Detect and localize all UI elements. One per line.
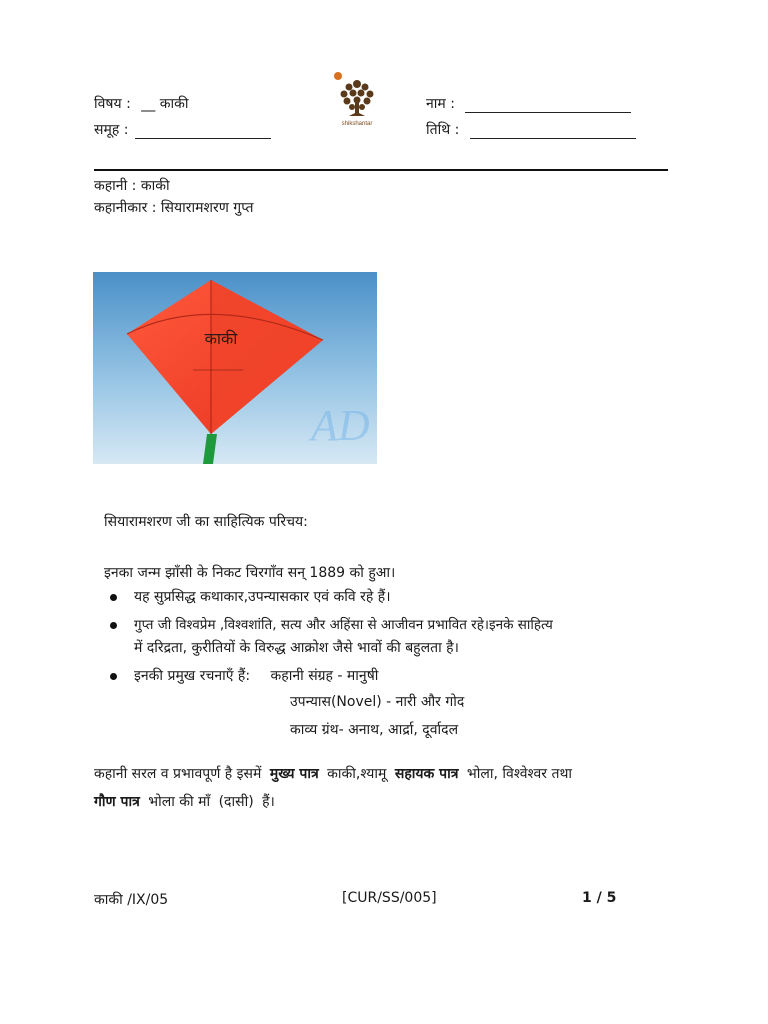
- subject-row: [94, 94, 188, 113]
- name-row: [426, 94, 631, 113]
- group-row: [94, 120, 271, 139]
- minor-characters-label: गौण पात्र: [94, 794, 140, 810]
- characters-end: हैं।: [262, 794, 275, 810]
- name-field[interactable]: [465, 98, 631, 113]
- support-characters-label: सहायक पात्र: [394, 766, 459, 782]
- characters-line-2: [94, 792, 275, 811]
- works-poetry: काव्य ग्रंथ- अनाथ, आर्द्रा, दूर्वादल: [290, 722, 459, 738]
- characters-line-1: [94, 764, 572, 783]
- bullet-marker: [110, 673, 117, 680]
- bullet-marker: [110, 622, 117, 629]
- works-story: कहानी संग्रह - मानुषी: [270, 668, 379, 684]
- intro-birth: इनका जन्म झाँसी के निकट चिरगाँव सन् 1889 को हुआ।: [104, 565, 396, 581]
- intro-heading: सियारामशरण जी का साहित्यिक परिचय:: [104, 514, 308, 530]
- intro-bullet-1: यह सुप्रसिद्ध कथाकार,उपन्यासकार एवं कवि रहे हैं।: [134, 589, 391, 605]
- story-title: कहानी : काकी: [94, 178, 170, 194]
- shikshantar-logo: [332, 72, 382, 128]
- page-number: 1 / 5: [582, 890, 617, 906]
- footer-left: काकी /IX/05: [94, 892, 169, 908]
- name-label: नाम :: [426, 96, 455, 112]
- group-field[interactable]: [135, 124, 271, 139]
- subject-value: __ काकी: [141, 96, 189, 112]
- intro-bullet-3: [134, 666, 378, 685]
- main-characters-value: काकी,श्यामू: [327, 766, 387, 782]
- logo-text: shikshantar: [341, 121, 373, 127]
- kite-image: [93, 272, 377, 464]
- date-row: [426, 120, 636, 139]
- characters-intro: कहानी सरल व प्रभावपूर्ण है इसमें: [94, 766, 262, 782]
- intro-bullet-2-line2: में दरिद्रता, कुरीतियों के विरुद्ध आक्रोश जैसे भावों की बहुलता है।: [134, 640, 459, 656]
- group-label: समूह :: [94, 122, 129, 138]
- header-divider: [94, 169, 668, 171]
- intro-bullet-2-line1: गुप्त जी विश्वप्रेम ,विश्वशांति, सत्य और अहिंसा से आजीवन प्रभावित रहे।इनके साहित्य: [134, 617, 553, 633]
- bullet-marker: [110, 594, 117, 601]
- works-novel: उपन्यास(Novel) - नारी और गोद: [290, 694, 465, 710]
- works-label: इनकी प्रमुख रचनाएँ हैं:: [134, 668, 251, 684]
- footer-center: [CUR/SS/005]: [342, 890, 437, 906]
- minor-characters-value: भोला की माँ: [148, 794, 211, 810]
- subject-label: विषय :: [94, 96, 131, 112]
- story-author: कहानीकार : सियारामशरण गुप्त: [94, 200, 254, 216]
- support-characters-value: भोला, विश्वेश्वर तथा: [466, 766, 573, 782]
- kite-title: काकी: [204, 329, 238, 348]
- date-label: तिथि :: [426, 122, 460, 138]
- main-characters-label: मुख्य पात्र: [269, 766, 319, 782]
- maid-note: (दासी): [218, 794, 254, 810]
- watermark: AD: [311, 401, 370, 450]
- date-field[interactable]: [470, 124, 636, 139]
